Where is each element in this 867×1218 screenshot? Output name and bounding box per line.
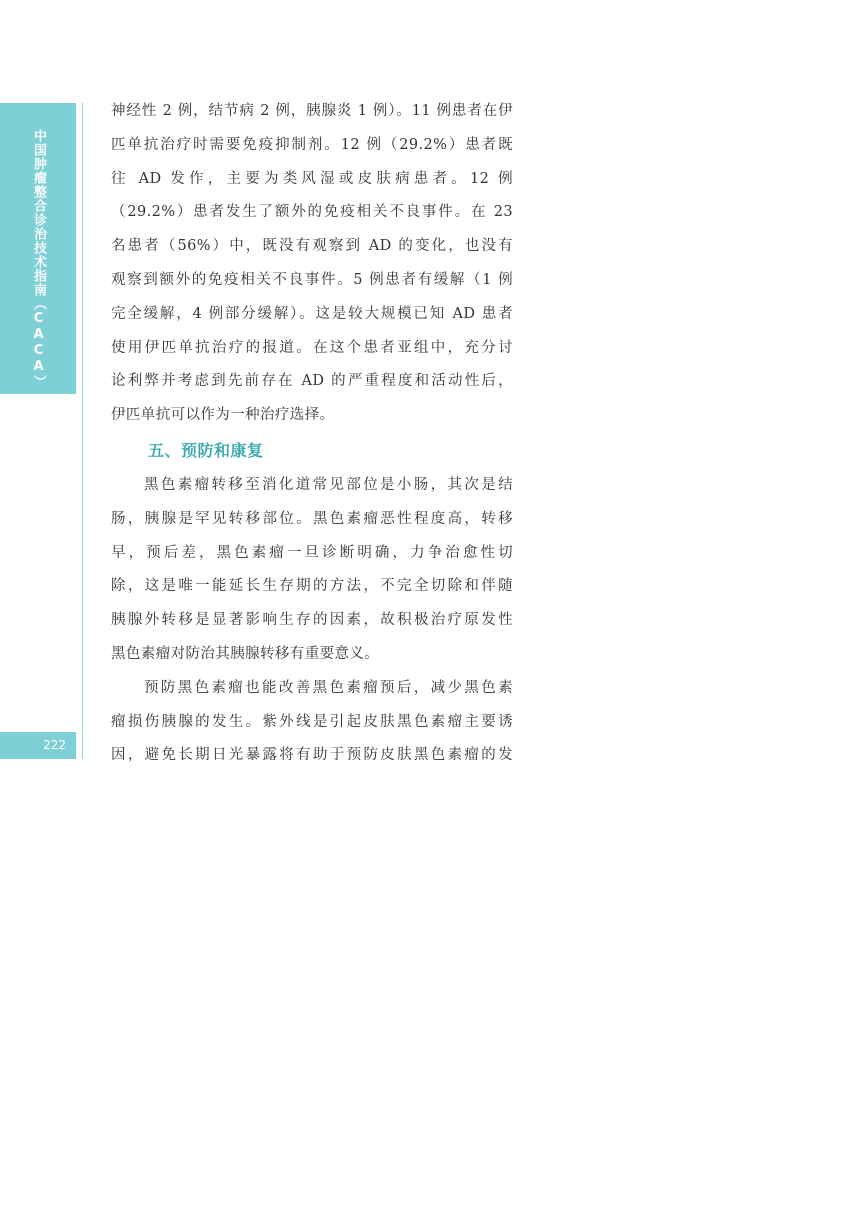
text-line: 名患者（56%）中，既没有观察到 AD 的变化，也没有 [111, 238, 513, 255]
text-line: 瘤损伤胰腺的发生。紫外线是引起皮肤黑色素瘤主要诱 [111, 713, 513, 730]
text-line: （29.2%）患者发生了额外的免疫相关不良事件。在 23 [111, 204, 513, 221]
paragraph-3 [111, 672, 513, 773]
text-line: 完全缓解，4 例部分缓解）。这是较大规模已知 AD 患者 [111, 305, 513, 322]
text-line: 往 AD 发作，主要为类风湿或皮肤病患者。12 例 [111, 170, 513, 187]
text-line: 黑色素瘤对防治其胰腺转移有重要意义。 [111, 645, 380, 662]
margin-rule [82, 103, 83, 759]
text-line: 匹单抗治疗时需要免疫抑制剂。12 例（29.2%）患者既 [111, 136, 513, 153]
text-line: 胰腺外转移是显著影响生存的因素，故积极治疗原发性 [111, 612, 513, 629]
sidebar-tab [0, 103, 76, 394]
main-text [111, 95, 513, 773]
text-line: 肠，胰腺是罕见转移部位。黑色素瘤恶性程度高，转移 [111, 510, 513, 527]
paragraph-1 [111, 95, 513, 433]
text-line: 使用伊匹单抗治疗的报道。在这个患者亚组中，充分讨 [111, 339, 513, 356]
text-line: 伊匹单抗可以作为一种治疗选择。 [111, 407, 335, 424]
text-line: 神经性 2 例，结节病 2 例，胰腺炎 1 例）。11 例患者在伊 [111, 103, 513, 119]
text-line: 观察到额外的免疫相关不良事件。5 例患者有缓解（1 例 [111, 271, 513, 288]
section-heading: 五、预防和康复 [148, 440, 264, 460]
text-line: 黑色素瘤转移至消化道常见部位是小肠，其次是结 [144, 476, 513, 493]
sidebar-title: 中国肿瘤整合诊治技术指南（CACA） [31, 129, 46, 389]
text-line: 除，这是唯一能延长生存期的方法，不完全切除和伴随 [111, 578, 513, 595]
text-line: 预防黑色素瘤也能改善黑色素瘤预后，减少黑色素 [144, 679, 513, 696]
text-line: 早，预后差，黑色素瘤一旦诊断明确，力争治愈性切 [111, 544, 513, 561]
page-number: 222 [0, 732, 76, 759]
text-line: 因，避免长期日光暴露将有助于预防皮肤黑色素瘤的发 [111, 747, 513, 764]
paragraph-2 [111, 469, 513, 672]
text-line: 论利弊并考虑到先前存在 AD 的严重程度和活动性后， [111, 373, 513, 390]
